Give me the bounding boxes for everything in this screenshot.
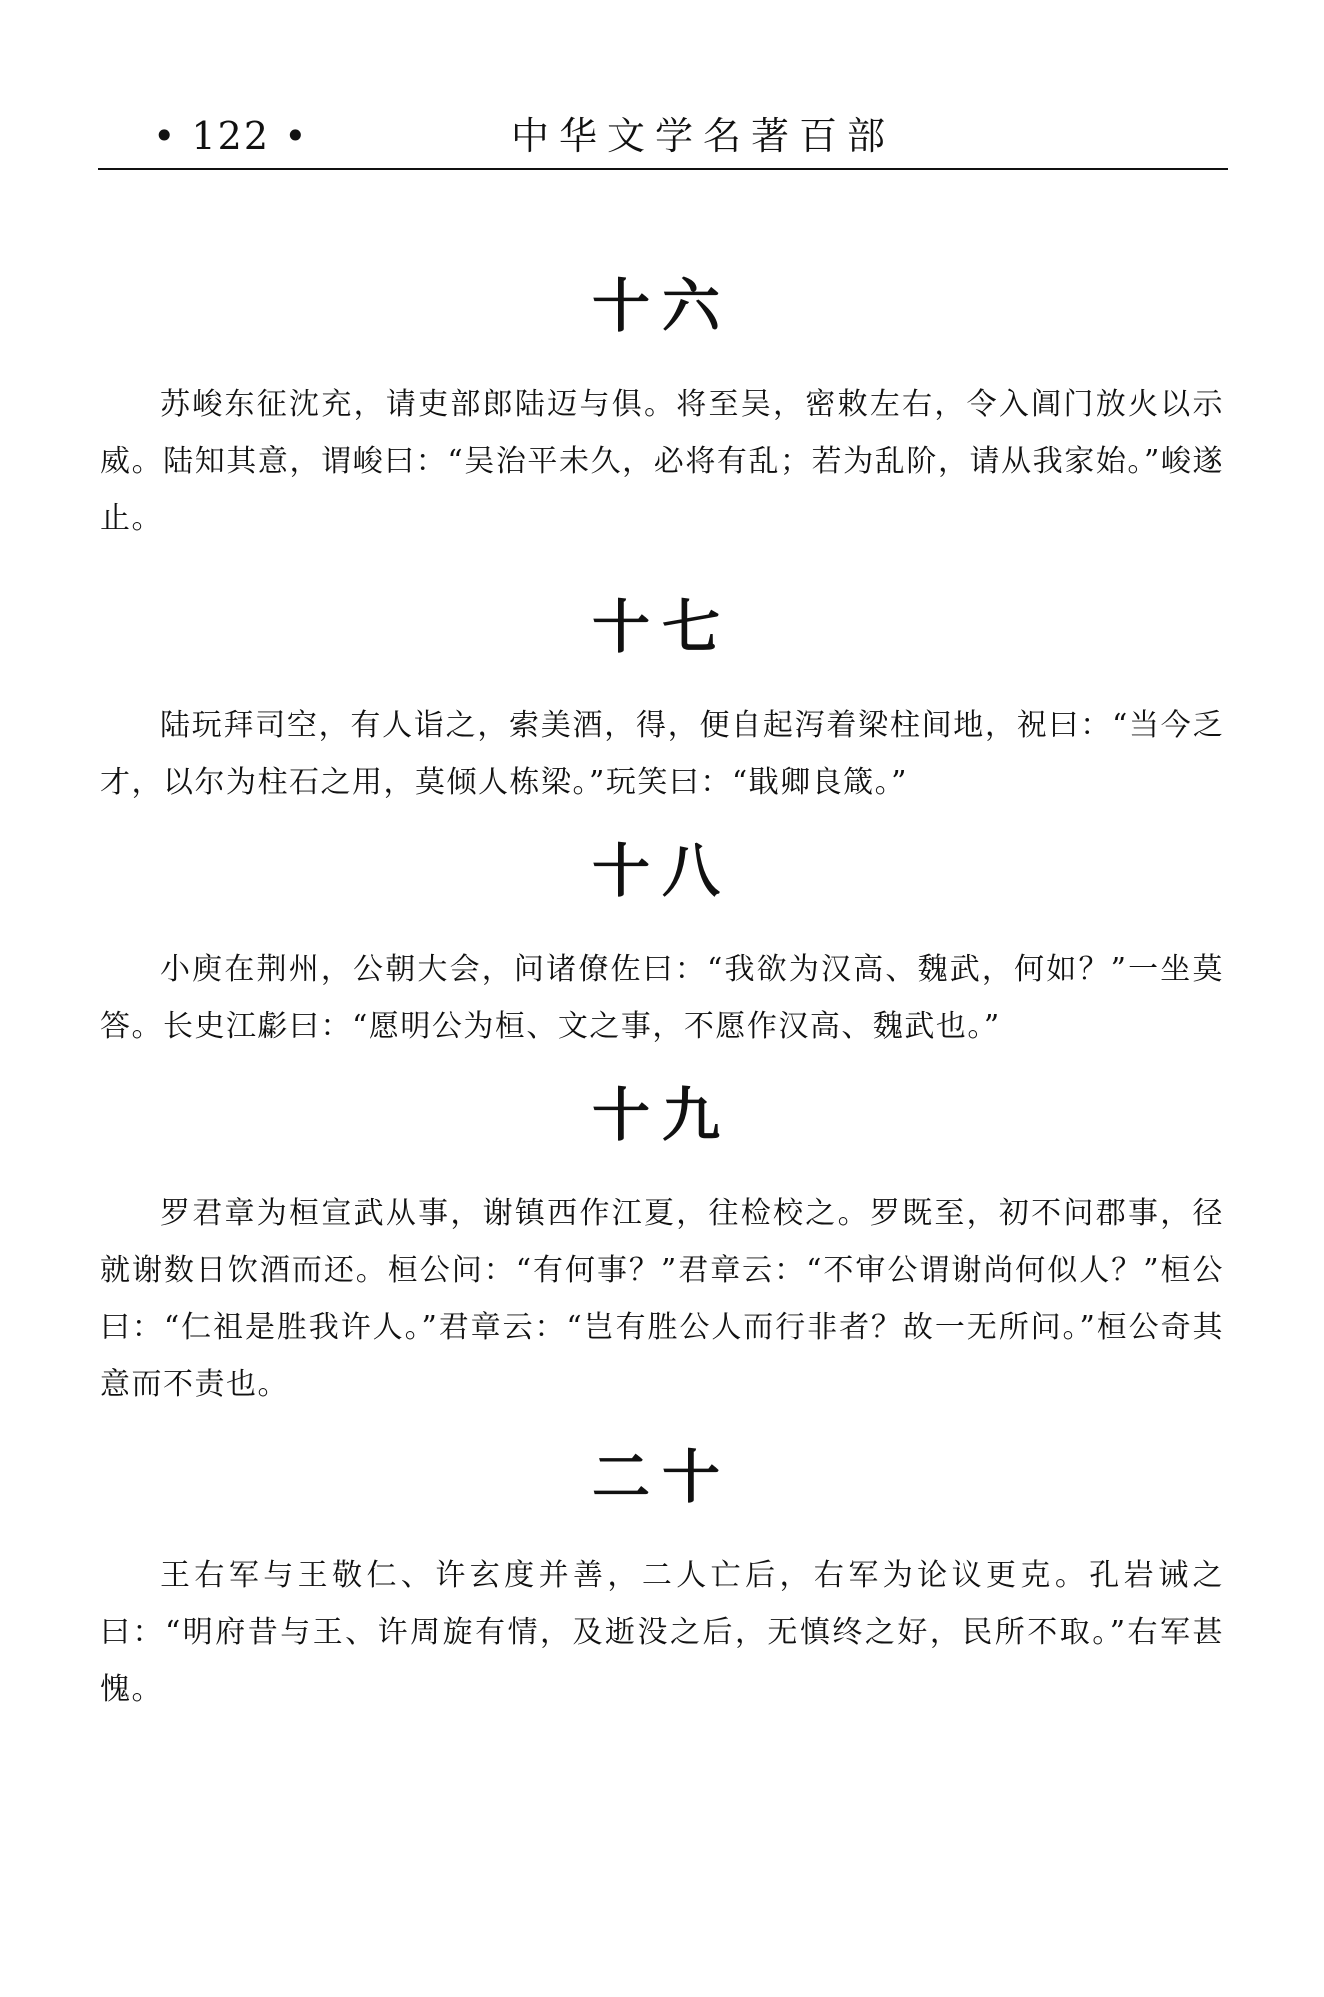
section-body: 小庾在荆州，公朝大会，问诸僚佐曰：“我欲为汉高、魏武，何如？”一坐莫答。长史江虨曰：“愿明公为桓、文之事，不愿作汉高、魏武也。” bbox=[100, 952, 1224, 1044]
section-body: 王右军与王敬仁、许玄度并善，二人亡后，右军为论议更克。孔岩诫之曰：“明府昔与王、许周旋有情，及逝没之后，无慎终之好，民所不取。”右军甚愧。 bbox=[100, 1558, 1224, 1707]
section-body: 罗君章为桓宣武从事，谢镇西作江夏，往检校之。罗既至，初不问郡事，径就谢数日饮酒而还。桓公问：“有何事？”君章云：“不审公谓谢尚何似人？”桓公曰：“仁祖是胜我许人。”君章云：“岂有胜公人而行非者？故一无所问。”桓公奇其意而不责也。 bbox=[100, 1196, 1224, 1402]
section-heading: 十八 bbox=[591, 837, 732, 905]
section-19 bbox=[100, 1075, 1224, 1413]
section-18 bbox=[100, 831, 1224, 1055]
section-heading: 十七 bbox=[591, 593, 732, 661]
section-20 bbox=[100, 1437, 1224, 1718]
section-body: 陆玩拜司空，有人诣之，索美酒，得，便自起泻着梁柱间地，祝曰：“当今乏才，以尔为柱石之用，莫倾人栋梁。”玩笑曰：“戢卿良箴。” bbox=[100, 708, 1224, 800]
page-number: • 122 • bbox=[153, 114, 309, 158]
page-header bbox=[98, 112, 1228, 172]
section-body: 苏峻东征沈充，请吏部郎陆迈与俱。将至吴，密敕左右，令入阊门放火以示威。陆知其意，谓峻曰：“吴治平未久，必将有乱；若为乱阶，请从我家始。”峻遂止。 bbox=[100, 387, 1224, 536]
section-16 bbox=[100, 266, 1224, 547]
section-heading: 二十 bbox=[591, 1443, 732, 1511]
section-17 bbox=[100, 587, 1224, 811]
section-heading: 十九 bbox=[591, 1081, 732, 1149]
section-heading: 十六 bbox=[591, 272, 732, 340]
page-content bbox=[100, 240, 1224, 1718]
book-title: 中华文学名著百部 bbox=[510, 114, 895, 158]
header-rule bbox=[98, 168, 1228, 170]
